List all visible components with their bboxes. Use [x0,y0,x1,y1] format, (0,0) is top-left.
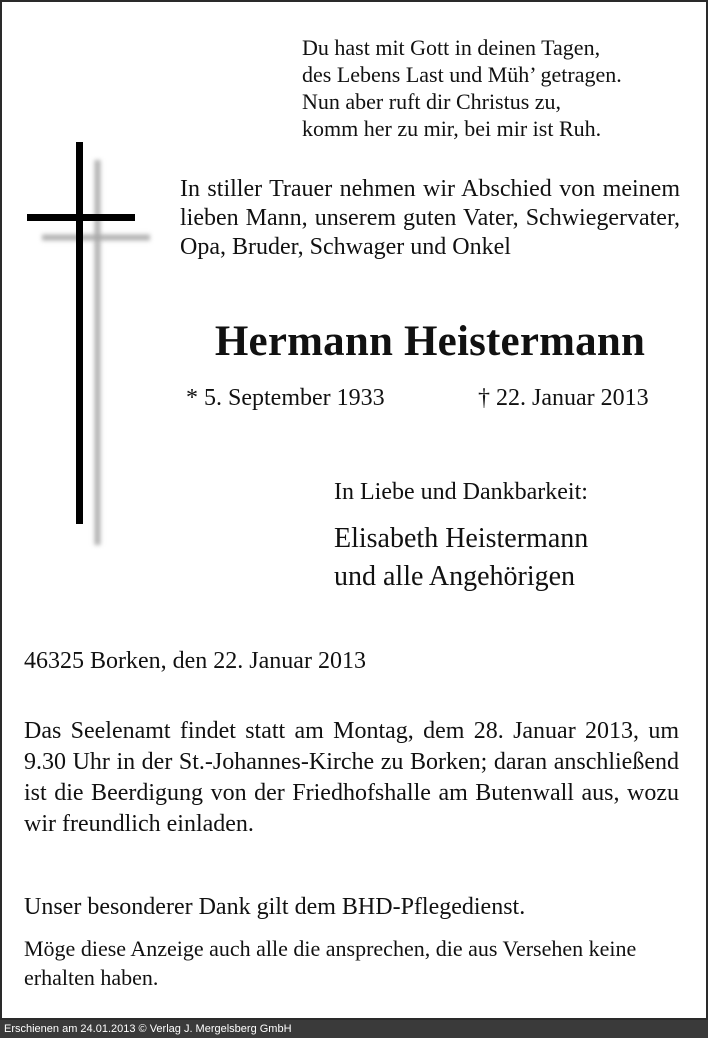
cross-bar-vertical [76,142,83,524]
gratitude-line: In Liebe und Dankbarkeit: [334,479,588,505]
publication-footer: Erschienen am 24.01.2013 © Verlag J. Mergelsberg GmbH [0,1020,708,1038]
deceased-name: Hermann Heistermann [214,318,646,365]
closing-note: Möge diese Anzeige auch alle die ansprechen, die aus Versehen keine erhalten haben. [24,936,637,990]
mourners-names: Elisabeth Heistermann und alle Angehörigen [334,523,589,592]
poem-verse: Du hast mit Gott in deinen Tagen, des Lebens Last und Müh’ getragen. Nun aber ruft dir Christus zu, komm her zu mir, bei mir ist Ruh. [302,35,622,141]
cross-bar-horizontal [27,214,135,221]
place-date: 46325 Borken, den 22. Januar 2013 [24,648,366,674]
death-date: † 22. Januar 2013 [478,385,649,411]
cross-shadow-horizontal [42,233,150,242]
birth-date: * 5. September 1933 [186,385,385,411]
service-info: Das Seelenamt findet statt am Montag, dem 28. Januar 2013, um 9.30 Uhr in der St.-Johannes-Kirche zu Borken; daran anschließend ist die Beerdigung von der Friedhofshalle am Butenwall aus, wozu wir freundlich einladen. [24,718,679,837]
intro-text: In stiller Trauer nehmen wir Abschied von meinem lieben Mann, unserem guten Vater, Schwiegervater, Opa, Bruder, Schwager und Onkel [180,176,680,260]
thanks-line: Unser besonderer Dank gilt dem BHD-Pflegedienst. [24,894,526,920]
